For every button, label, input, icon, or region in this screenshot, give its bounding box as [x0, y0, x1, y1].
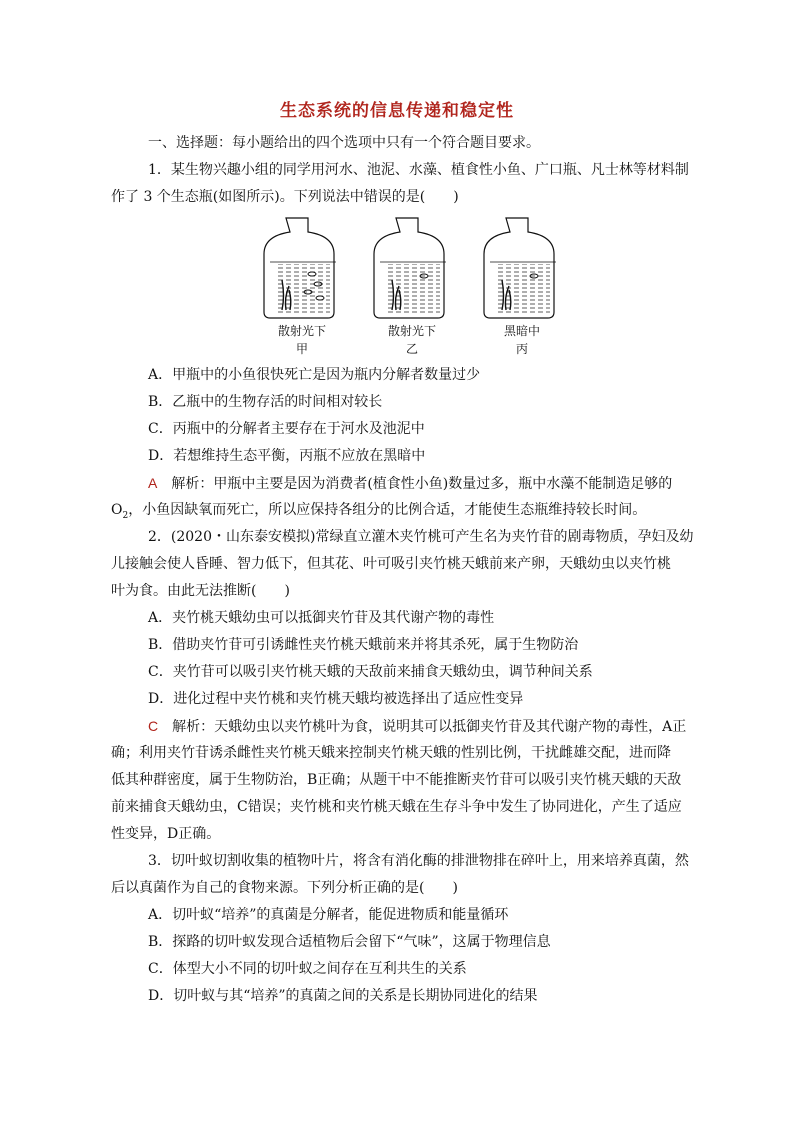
q1-stem-line-2: 作了 3 个生态瓶(如图所示)。下列说法中错误的是( ) — [111, 189, 459, 205]
jars-diagram — [262, 214, 562, 322]
q1-stem-line-1: 1．某生物兴趣小组的同学用河水、池泥、水藻、植食性小鱼、广口瓶、凡士林等材料制 — [148, 162, 689, 178]
page-title: 生态系统的信息传递和稳定性 — [280, 101, 514, 121]
q2-explanation-line-3: 低其种群密度，属于生物防治，B正确；从题干中不能推断夹竹苷可以吸引夹竹桃天蛾的天敌 — [111, 772, 682, 788]
jar-bing-condition: 黑暗中 — [503, 324, 540, 338]
q2-option-b: B．借助夹竹苷可引诱雌性夹竹桃天蛾前来并将其杀死，属于生物防治 — [148, 637, 579, 653]
q3-option-b: B．探路的切叶蚁发现合适植物后会留下“气味”，这属于物理信息 — [148, 934, 551, 950]
jar-jia-name: 甲 — [295, 342, 308, 356]
jar-yi-condition: 散射光下 — [387, 324, 436, 338]
q2-answer: C — [148, 718, 159, 734]
jar-jia — [264, 218, 336, 318]
q2-stem-line-3: 叶为食。由此无法推断( ) — [111, 583, 290, 599]
q3-option-c: C．体型大小不同的切叶蚁之间存在互利共生的关系 — [148, 961, 467, 977]
q3-stem-line-1: 3．切叶蚁切割收集的植物叶片，将含有消化酶的排泄物排在碎叶上，用来培养真菌，然 — [148, 853, 689, 869]
jar-bing — [484, 218, 556, 318]
q1-explanation-line-2 — [111, 501, 646, 525]
jar-yi-name: 乙 — [405, 342, 418, 356]
q2-stem-line-1: 2．(2020・山东泰安模拟)常绿直立灌木夹竹桃可产生名为夹竹苷的剧毒物质，孕妇及幼 — [148, 529, 694, 545]
q1-option-d: D．若想维持生态平衡，丙瓶不应放在黑暗中 — [148, 448, 426, 464]
q3-option-a: A．切叶蚁“培养”的真菌是分解者，能促进物质和能量循环 — [148, 907, 509, 923]
q1-option-c: C．丙瓶中的分解者主要存在于河水及池泥中 — [148, 421, 425, 437]
jar-jia-condition: 散射光下 — [277, 324, 326, 338]
section-heading: 一、选择题：每小题给出的四个选项中只有一个符合题目要求。 — [148, 135, 540, 151]
jar-yi — [374, 218, 446, 318]
q1-option-b: B．乙瓶中的生物存活的时间相对较长 — [148, 394, 383, 410]
ecosystem-jars-figure — [262, 214, 562, 354]
q2-explanation-line-1 — [148, 717, 686, 736]
oxygen-subscript: 2 — [122, 510, 129, 521]
q1-explanation-text-2: ，小鱼因缺氧而死亡，所以应保持各组分的比例合适，才能使生态瓶维持较长时间。 — [128, 502, 647, 518]
q2-explanation-line-2: 确；利用夹竹苷诱杀雌性夹竹桃天蛾来控制夹竹桃天蛾的性别比例，干扰雌雄交配，进而降 — [111, 745, 671, 761]
q1-explanation-line-1 — [148, 474, 672, 493]
q3-option-d: D．切叶蚁与其“培养”的真菌之间的关系是长期协同进化的结果 — [148, 988, 538, 1004]
q2-option-a: A．夹竹桃天蛾幼虫可以抵御夹竹苷及其代谢产物的毒性 — [148, 610, 495, 626]
jar-bing-name: 丙 — [515, 342, 528, 356]
q1-option-a: A．甲瓶中的小鱼很快死亡是因为瓶内分解者数量过少 — [148, 367, 481, 383]
q3-stem-line-2: 后以真菌作为自己的食物来源。下列分析正确的是( ) — [111, 880, 458, 896]
q1-answer: A — [148, 475, 158, 491]
q2-option-d: D．进化过程中夹竹桃和夹竹桃天蛾均被选择出了适应性变异 — [148, 691, 524, 707]
q2-option-c: C．夹竹苷可以吸引夹竹桃天蛾的天敌前来捕食天蛾幼虫，调节种间关系 — [148, 664, 593, 680]
q2-explanation-text: 解析：天蛾幼虫以夹竹桃叶为食，说明其可以抵御夹竹苷及其代谢产物的毒性，A正 — [172, 719, 687, 735]
oxygen-symbol: O — [111, 502, 123, 518]
q2-stem-line-2: 儿接触会使人昏睡、智力低下，但其花、叶可吸引夹竹桃天蛾前来产卵，天蛾幼虫以夹竹桃 — [111, 556, 671, 572]
q2-explanation-line-5: 性变异，D正确。 — [111, 826, 221, 842]
q2-explanation-line-4: 前来捕食天蛾幼虫，C错误；夹竹桃和夹竹桃天蛾在生存斗争中发生了协同进化，产生了适应 — [111, 799, 682, 815]
q1-explanation-text: 解析：甲瓶中主要是因为消费者(植食性小鱼)数量过多，瓶中水藻不能制造足够的 — [171, 476, 673, 492]
